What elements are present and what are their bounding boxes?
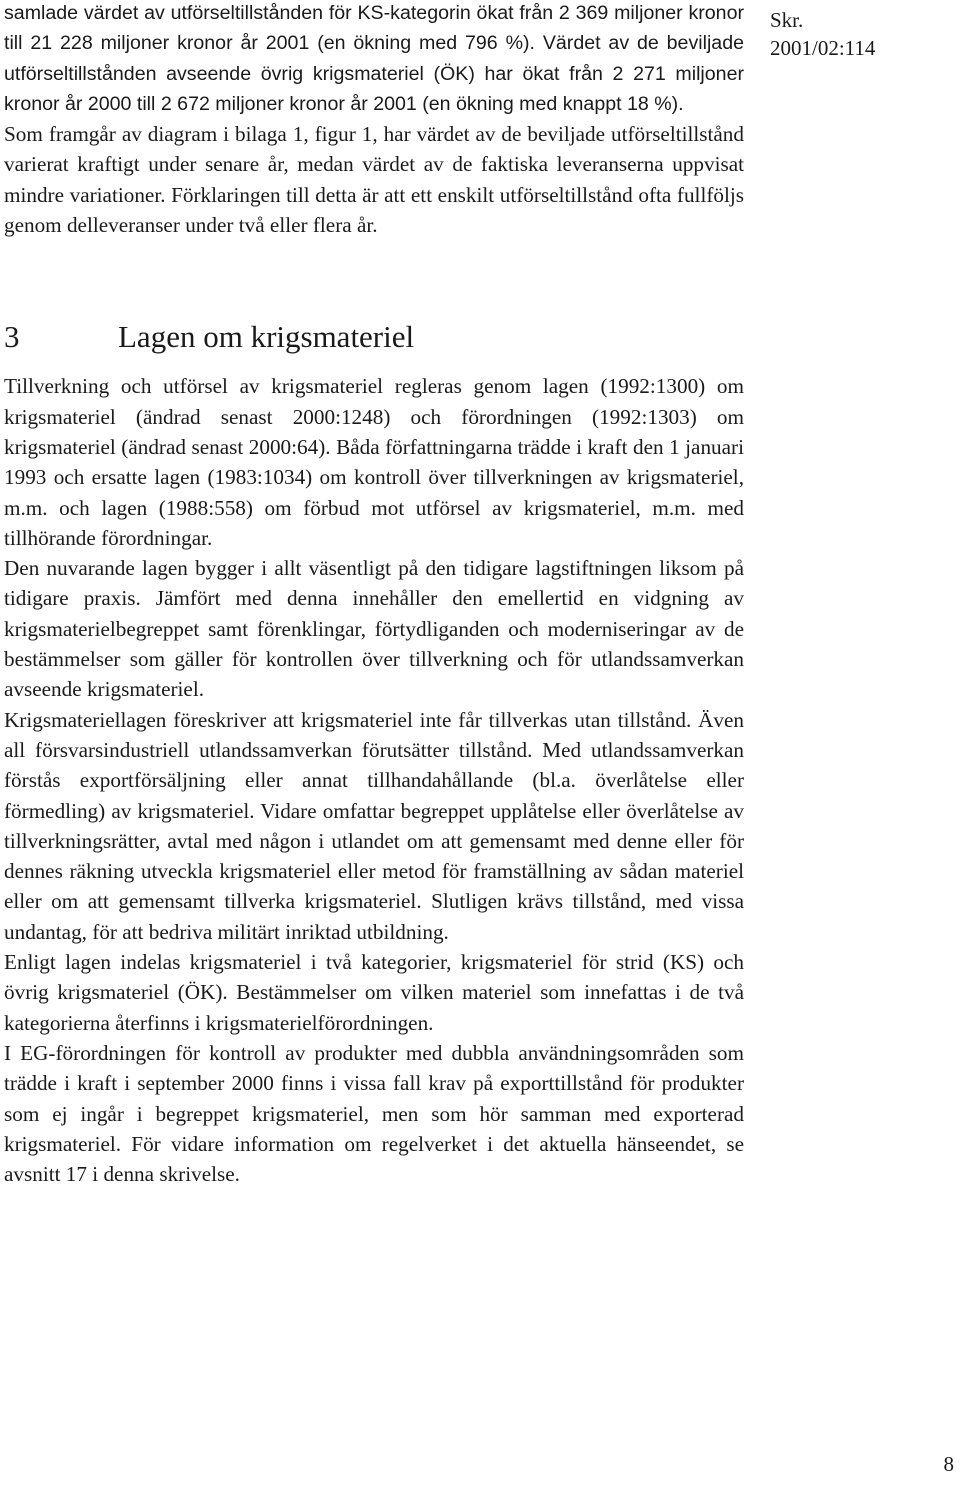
body-paragraph: I EG-förordningen för kontroll av produkter med dubbla användningsområden som trädde i kraft i september 2000 finns i vissa fall krav på exporttillstånd för produkter som ej ingår i begreppet krigsmateriel, men som hör samman med exporterad krigsmateriel. För vidare information om regelverket i det aktuella hänseendet, se avsnitt 17 i denna skrivelse.: [4, 1040, 744, 1187]
body-paragraph: Tillverkning och utförsel av krigsmateriel regleras genom lagen (1992:1300) om krigsmateriel (ändrad senast 2000:1248) och förordningen (1992:1303) om krigsmateriel (ändrad senast 2000:64). Båda författningarna trädde i kraft den 1 januari 1993 och ersatte lagen (1983:1034) om kontroll över tillverkningen av krigsmateriel, m.m. och lagen (1988:558) om förbud mot utförsel av krigsmateriel, m.m. med tillhörande förordningar.: [4, 374, 744, 550]
margin-ref-number: 2001/02:114: [770, 36, 876, 60]
margin-reference: [770, 6, 875, 62]
section-title: Lagen om krigsmateriel: [118, 319, 415, 355]
body-paragraph: Enligt lagen indelas krigsmateriel i två kategorier, krigsmateriel för strid (KS) och övrig krigsmateriel (ÖK). Bestämmelser om vilken materiel som innefattas i de två kategorierna återfinns i krigsmaterielförordningen.: [4, 950, 744, 1035]
diagram-reference-paragraph: Som framgår av diagram i bilaga 1, figur 1, har värdet av de beviljade utförseltillstånd varierat kraftigt under senare år, medan värdet av de faktiska leveranserna uppvisat mindre variationer. Förklaringen till detta är att ett enskilt utförseltillstånd ofta fullföljs genom delleveranser under två eller flera år.: [4, 122, 744, 238]
margin-ref-label: Skr.: [770, 8, 804, 32]
page-number: 8: [943, 1452, 954, 1476]
section-number: 3: [4, 319, 20, 355]
section-heading: [4, 319, 744, 355]
main-text-column: [4, 0, 744, 1189]
intro-paragraph: samlade värdet av utförseltillstånden för KS-kategorin ökat från 2 369 miljoner kronor till 21 228 miljoner kronor år 2001 (en ökning med 796 %). Värdet av de beviljade utförseltillstånden avseende övrig krigsmateriel (ÖK) har ökat från 2 271 miljoner kronor år 2000 till 2 672 miljoner kronor år 2001 (en ökning med knappt 18 %).: [4, 2, 744, 115]
body-paragraph: Den nuvarande lagen bygger i allt väsentligt på den tidigare lagstiftningen liksom på tidigare praxis. Jämfört med denna innehåller den emellertid en vidgning av krigsmaterielbegreppet samt förenklingar, förtydliganden och moderniseringar av de bestämmelser som gäller för kontrollen över tillverkning och för utlandssamverkan avseende krigsmateriel.: [4, 556, 744, 702]
body-paragraph: Krigsmateriellagen föreskriver att krigsmateriel inte får tillverkas utan tillstånd. Även all försvarsindustriell utlandssamverkan förutsätter tillstånd. Med utlandssamverkan förstås exportförsäljning eller annat tillhandahållande (bl.a. överlåtelse eller förmedling) av krigsmateriel. Vidare omfattar begreppet upplåtelse eller överlåtelse av tillverkningsrätter, avtal med någon i utlandet om att gemensamt med denne eller för dennes räkning utveckla krigsmateriel eller metod för framställning av sådan materiel eller om att gemensamt tillverka krigsmateriel. Slutligen krävs tillstånd, med vissa undantag, för att bedriva militärt inriktad utbildning.: [4, 707, 744, 944]
